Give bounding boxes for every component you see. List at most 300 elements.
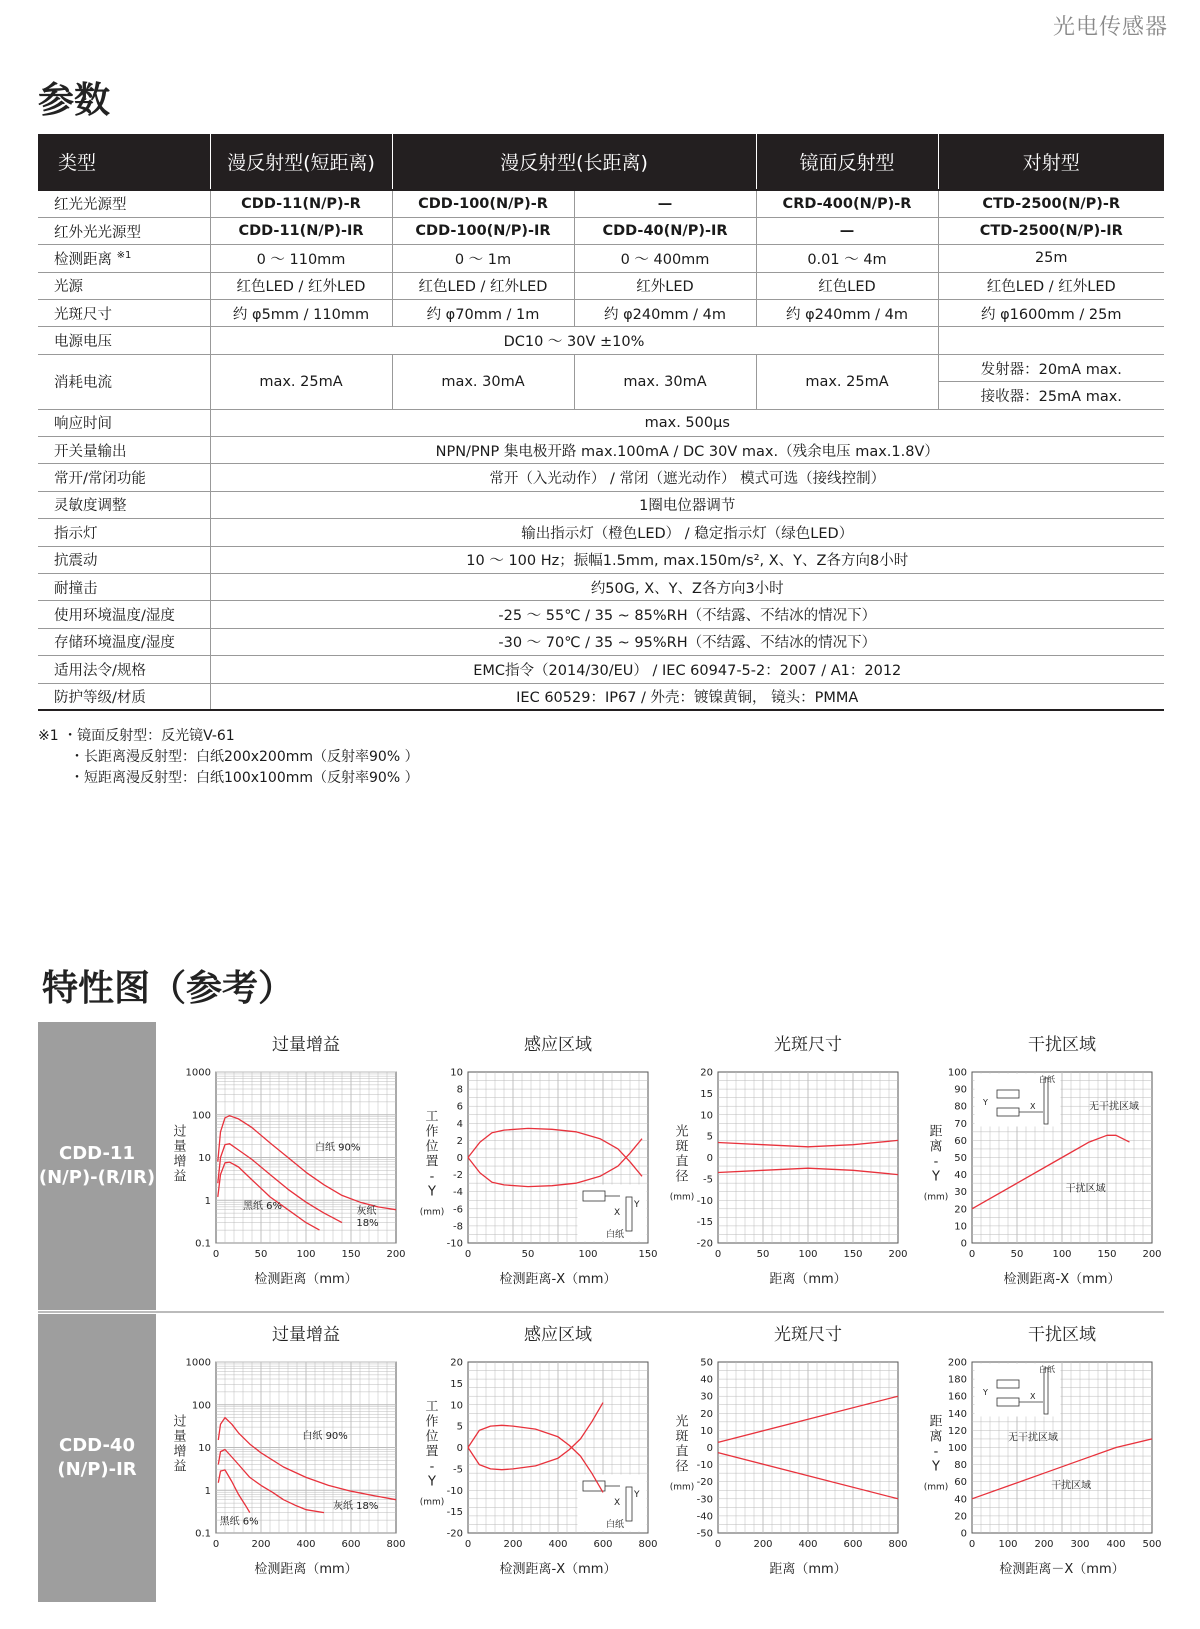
table-row <box>38 573 1164 600</box>
y-axis-label-char: 增 <box>173 1154 187 1170</box>
x-tick-label: 100 <box>296 1249 316 1260</box>
row-label: 光源 <box>38 272 210 299</box>
y-tick-label: 5 <box>456 1421 463 1433</box>
y-axis-label-char: 过 <box>173 1124 187 1140</box>
y-tick-label: 180 <box>947 1374 967 1386</box>
chart-title: 光斑尺寸 <box>774 1325 842 1345</box>
y-axis-label-char: 作 <box>425 1414 439 1430</box>
spec-table <box>38 134 1164 711</box>
chart-title: 感应区域 <box>524 1035 592 1055</box>
table-cell: max. 25mA <box>756 354 938 409</box>
parameters-title: 参数 <box>38 80 111 121</box>
table-cell: 常开（入光动作） / 常闭（遮光动作） 模式可选（接线控制） <box>210 464 1164 491</box>
y-tick-label: 80 <box>954 1101 967 1113</box>
table-row <box>38 245 1164 272</box>
x-tick-label: 0 <box>212 1539 220 1550</box>
y-axis-label <box>173 1124 186 1185</box>
row-label: 常开/常闭功能 <box>38 464 210 491</box>
y-tick-label: -20 <box>696 1477 713 1489</box>
row-separator <box>38 1311 1164 1313</box>
y-unit-label: (mm) <box>669 1192 695 1203</box>
x-tick-label: 0 <box>464 1249 472 1260</box>
y-axis-label-char: 离 <box>929 1429 943 1445</box>
table-cell: 输出指示灯（橙色LED） / 稳定指示灯（绿色LED） <box>210 519 1164 546</box>
y-tick-label: 6 <box>456 1101 463 1113</box>
y-axis-label-char: 置 <box>425 1154 439 1170</box>
y-tick-label: 60 <box>954 1135 967 1147</box>
table-cell: -25 ～ 55℃ / 35 ~ 85%RH（不结露、不结冰的情况下） <box>210 601 1164 628</box>
chart-svg <box>660 1320 910 1595</box>
characteristics-title: 特性图（参考） <box>42 968 295 1009</box>
y-tick-label: 50 <box>954 1153 967 1164</box>
y-axis-label-char: - <box>429 1459 435 1475</box>
table-cell: CDD-11(N/P)-R <box>210 190 392 217</box>
table-cell: 0 ～ 110mm <box>210 245 392 272</box>
y-tick-label: 15 <box>450 1378 463 1390</box>
chart-annotation: 干扰区域 <box>1051 1480 1092 1492</box>
table-cell: — <box>756 217 938 244</box>
x-axis-label: 检测距离-X（mm） <box>499 1272 617 1287</box>
x-tick-label: 0 <box>714 1539 722 1550</box>
diagram-label: X <box>614 1498 621 1508</box>
setup-diagram <box>578 1475 646 1531</box>
row-label: 开关量输出 <box>38 437 210 464</box>
row-label: 耐撞击 <box>38 573 210 600</box>
row-label-text: 检测距离 <box>54 251 112 268</box>
table-cell: max. 500μs <box>210 409 1164 436</box>
x-tick-label: 50 <box>756 1249 770 1260</box>
chart-svg <box>158 1320 408 1595</box>
chart-8 <box>914 1320 1164 1599</box>
y-tick-label: 10 <box>198 1153 211 1164</box>
chart-title: 感应区域 <box>524 1325 592 1345</box>
y-tick-label: 0.1 <box>195 1528 211 1540</box>
y-tick-label: 10 <box>450 1400 463 1412</box>
table-header-row <box>38 134 1164 190</box>
y-axis-label-char: 径 <box>675 1169 689 1185</box>
y-tick-label: 4 <box>456 1118 463 1130</box>
y-axis-label-char: 益 <box>173 1169 187 1185</box>
y-axis-label-char: 工 <box>425 1109 439 1125</box>
diagram-label: Y <box>983 1388 988 1397</box>
y-tick-label: 120 <box>947 1425 967 1437</box>
y-tick-label: -8 <box>453 1221 463 1233</box>
x-tick-label: 800 <box>888 1539 908 1550</box>
y-tick-label: 20 <box>954 1511 967 1523</box>
x-tick-label: 200 <box>753 1539 773 1550</box>
header-thru: 对射型 <box>938 134 1164 190</box>
x-tick-label: 300 <box>1070 1539 1090 1550</box>
y-tick-label: -30 <box>696 1494 713 1506</box>
x-tick-label: 0 <box>968 1539 976 1550</box>
y-tick-label: 5 <box>706 1131 713 1143</box>
y-tick-label: 1 <box>204 1485 211 1497</box>
y-axis-label-char: 距 <box>929 1414 943 1430</box>
x-tick-label: 0 <box>714 1249 722 1260</box>
chart-annotation: 灰纸 <box>356 1205 377 1217</box>
grid <box>718 1072 898 1243</box>
table-cell: 0.01 ～ 4m <box>756 245 938 272</box>
y-tick-label: 40 <box>954 1170 967 1182</box>
table-cell: 约 φ5mm / 110mm <box>210 300 392 327</box>
header-diffuse-short: 漫反射型(短距离) <box>210 134 392 190</box>
table-row <box>38 190 1164 217</box>
row-label <box>38 245 210 272</box>
y-tick-label: 20 <box>954 1204 967 1216</box>
target-icon <box>1044 1078 1048 1124</box>
y-tick-label: -10 <box>696 1195 713 1207</box>
y-unit-label: (mm) <box>669 1482 695 1493</box>
y-axis-label-char: 益 <box>173 1459 187 1475</box>
diagram-label: 白纸 <box>606 1230 625 1240</box>
y-axis-label-char: 位 <box>425 1429 439 1445</box>
x-tick-label: 800 <box>638 1539 658 1550</box>
table-cell <box>938 327 1164 354</box>
x-tick-label: 400 <box>1106 1539 1126 1550</box>
x-tick-label: 400 <box>798 1539 818 1550</box>
y-axis-label-char: 置 <box>425 1444 439 1460</box>
y-axis-label-char: 工 <box>425 1399 439 1415</box>
row-label: 防护等级/材质 <box>38 683 210 710</box>
x-tick-label: 0 <box>464 1539 472 1550</box>
y-unit-label: (mm) <box>419 1207 445 1218</box>
table-cell: DC10 ～ 30V ±10% <box>210 327 938 354</box>
x-tick-label: 600 <box>593 1539 613 1550</box>
table-cell: 红色LED / 红外LED <box>392 272 574 299</box>
x-tick-label: 200 <box>1142 1249 1162 1260</box>
y-axis-label <box>173 1414 186 1475</box>
y-tick-label: 2 <box>456 1135 463 1147</box>
y-axis-label-char: 位 <box>425 1139 439 1155</box>
table-row <box>38 409 1164 436</box>
diagram-label: 白纸 <box>606 1520 625 1530</box>
y-axis-label <box>425 1110 438 1200</box>
y-axis-label-char: Y <box>428 1474 436 1490</box>
y-unit-label: (mm) <box>419 1497 445 1508</box>
chart-annotation: 干扰区域 <box>1065 1183 1106 1195</box>
x-tick-label: 200 <box>503 1539 523 1550</box>
table-cell: max. 30mA <box>574 354 756 409</box>
chart-2 <box>410 1030 660 1309</box>
y-tick-label: -20 <box>446 1528 463 1540</box>
diagram-label: X <box>614 1208 621 1218</box>
diagram-label: X <box>1030 1102 1036 1111</box>
target-icon <box>1044 1368 1048 1414</box>
chart-annotation: 黑纸 6% <box>219 1516 259 1528</box>
y-axis-label <box>675 1414 688 1475</box>
table-cell: CDD-100(N/P)-IR <box>392 217 574 244</box>
table-cell: 0 ～ 1m <box>392 245 574 272</box>
y-axis-label-char: 直 <box>675 1154 689 1170</box>
y-tick-label: -15 <box>696 1217 713 1229</box>
chart-annotation: 无干扰区域 <box>1008 1432 1058 1444</box>
y-tick-label: 10 <box>954 1221 967 1233</box>
y-tick-label: 200 <box>947 1357 967 1369</box>
x-tick-label: 100 <box>998 1539 1018 1550</box>
y-tick-label: 140 <box>947 1408 967 1420</box>
x-tick-label: 600 <box>341 1539 361 1550</box>
y-tick-label: 0 <box>456 1443 463 1454</box>
header-type: 类型 <box>38 134 210 190</box>
model-line: (N/P)-(R/IR) <box>38 1167 156 1188</box>
x-tick-label: 200 <box>888 1249 908 1260</box>
chart-title: 过量增益 <box>272 1035 340 1055</box>
y-tick-label: 0 <box>456 1153 463 1164</box>
y-axis-label-char: Y <box>932 1459 940 1475</box>
y-tick-label: 10 <box>700 1425 713 1437</box>
model-line: (N/P)-IR <box>57 1459 137 1480</box>
y-tick-label: 30 <box>954 1187 967 1199</box>
y-tick-label: 0.1 <box>195 1238 211 1250</box>
y-tick-label: 60 <box>954 1477 967 1489</box>
row-label: 电源电压 <box>38 327 210 354</box>
table-cell: EMC指令（2014/30/EU） / IEC 60947-5-2：2007 / A1：2012 <box>210 656 1164 683</box>
table-row <box>38 354 1164 381</box>
x-axis-label: 距离（mm） <box>769 1562 847 1577</box>
y-tick-label: 0 <box>960 1528 967 1540</box>
table-cell: 1圈电位器调节 <box>210 491 1164 518</box>
diagram-label: 白纸 <box>1039 1075 1055 1084</box>
x-tick-label: 50 <box>521 1249 535 1260</box>
y-tick-label: 100 <box>947 1443 967 1454</box>
y-axis-label-char: 径 <box>675 1459 689 1475</box>
table-row <box>38 327 1164 354</box>
y-axis-label-char: 过 <box>173 1414 187 1430</box>
table-cell: CDD-11(N/P)-IR <box>210 217 392 244</box>
table-row <box>38 217 1164 244</box>
row-label: 响应时间 <box>38 409 210 436</box>
y-tick-label: 0 <box>706 1153 713 1164</box>
x-axis-label: 检测距离－X（mm） <box>999 1562 1125 1577</box>
diagram-label: X <box>1030 1392 1036 1401</box>
y-tick-label: -20 <box>696 1238 713 1250</box>
x-axis-label: 检测距离-X（mm） <box>499 1562 617 1577</box>
y-unit-label: (mm) <box>923 1482 949 1493</box>
sensor-icon <box>583 1191 605 1201</box>
x-tick-label: 200 <box>386 1249 406 1260</box>
y-tick-label: 40 <box>700 1374 713 1386</box>
chart-annotation: 白纸 90% <box>315 1142 361 1154</box>
table-cell: CDD-40(N/P)-IR <box>574 217 756 244</box>
chart-3 <box>660 1030 910 1309</box>
table-row <box>38 519 1164 546</box>
chart-svg <box>914 1320 1164 1595</box>
y-axis-label-char: 光 <box>675 1124 689 1140</box>
chart-annotation: 黑纸 6% <box>243 1200 283 1212</box>
table-cell: NPN/PNP 集电极开路 max.100mA / DC 30V max.（残余电压 max.1.8V） <box>210 437 1164 464</box>
table-cell: 红色LED / 红外LED <box>938 272 1164 299</box>
y-tick-label: -10 <box>446 1485 463 1497</box>
chart-6 <box>410 1320 660 1599</box>
x-axis-label: 检测距离-X（mm） <box>1003 1272 1121 1287</box>
x-tick-label: 200 <box>251 1539 271 1550</box>
x-tick-label: 100 <box>1052 1249 1072 1260</box>
chart-4 <box>914 1030 1164 1309</box>
y-axis-label-char: 增 <box>173 1444 187 1460</box>
row-label: 灵敏度调整 <box>38 491 210 518</box>
x-axis-label: 距离（mm） <box>769 1272 847 1287</box>
chart-title: 光斑尺寸 <box>774 1035 842 1055</box>
x-tick-label: 400 <box>548 1539 568 1550</box>
chart-annotation: 无干扰区域 <box>1089 1101 1139 1113</box>
category-label: 光电传感器 <box>1052 15 1168 40</box>
y-tick-label: 40 <box>954 1494 967 1506</box>
chart-svg <box>410 1030 660 1305</box>
y-axis-label-char: 离 <box>929 1139 943 1155</box>
x-tick-label: 200 <box>1034 1539 1054 1550</box>
footnote-1: ※1 ・镜面反射型：反光镜V-61 <box>38 728 235 744</box>
chart-svg <box>158 1030 408 1305</box>
y-tick-label: 90 <box>954 1084 967 1096</box>
chart-5 <box>158 1320 408 1599</box>
table-cell: CDD-100(N/P)-R <box>392 190 574 217</box>
table-row <box>38 628 1164 655</box>
setup-diagram <box>975 1364 1060 1416</box>
y-unit-label: (mm) <box>923 1192 949 1203</box>
y-axis-label <box>929 1415 942 1475</box>
y-tick-label: -10 <box>696 1460 713 1472</box>
table-cell: 发射器：20mA max. <box>938 354 1164 381</box>
footnote-ref: ※1 <box>116 250 132 262</box>
y-tick-label: -5 <box>453 1464 463 1476</box>
sensor-icon <box>997 1398 1019 1406</box>
x-tick-label: 100 <box>578 1249 598 1260</box>
x-axis-label: 检测距离（mm） <box>254 1562 358 1577</box>
y-axis-label-char: 斑 <box>675 1429 689 1445</box>
table-row <box>38 272 1164 299</box>
table-cell: 约 φ240mm / 4m <box>756 300 938 327</box>
x-tick-label: 800 <box>386 1539 406 1550</box>
row-label: 红光光源型 <box>38 190 210 217</box>
table-row <box>38 601 1164 628</box>
y-axis-label-char: - <box>933 1154 939 1170</box>
y-tick-label: 20 <box>450 1357 463 1369</box>
table-row <box>38 656 1164 683</box>
grid <box>718 1362 898 1533</box>
x-tick-label: 400 <box>296 1539 316 1550</box>
table-cell: 红外LED <box>574 272 756 299</box>
y-tick-label: 70 <box>954 1118 967 1130</box>
model-line: CDD-11 <box>59 1143 135 1164</box>
y-tick-label: 100 <box>191 1400 211 1412</box>
y-axis-label <box>425 1400 438 1490</box>
y-tick-label: -50 <box>696 1528 713 1540</box>
y-tick-label: 50 <box>700 1357 713 1369</box>
table-cell: — <box>574 190 756 217</box>
chart-1 <box>158 1030 408 1309</box>
table-row <box>38 437 1164 464</box>
diagram-label: 白纸 <box>1039 1365 1055 1374</box>
y-axis-label <box>929 1125 942 1185</box>
y-axis-label-char: 距 <box>929 1124 943 1140</box>
table-cell: 接收器：25mA max. <box>938 382 1164 409</box>
y-axis-label-char: 斑 <box>675 1139 689 1155</box>
table-cell: CRD-400(N/P)-R <box>756 190 938 217</box>
chart-annotation: 灰纸 18% <box>333 1501 379 1513</box>
row-label: 光斑尺寸 <box>38 300 210 327</box>
y-tick-label: -5 <box>703 1174 713 1186</box>
diagram-label: Y <box>983 1098 988 1107</box>
y-tick-label: 10 <box>450 1067 463 1079</box>
y-tick-label: 0 <box>706 1443 713 1454</box>
y-tick-label: 20 <box>700 1408 713 1420</box>
y-tick-label: 10 <box>700 1110 713 1122</box>
table-cell: max. 30mA <box>392 354 574 409</box>
row-label: 使用环境温度/湿度 <box>38 601 210 628</box>
chart-title: 干扰区域 <box>1028 1035 1096 1055</box>
chart-title: 干扰区域 <box>1028 1325 1096 1345</box>
table-cell: 约 φ70mm / 1m <box>392 300 574 327</box>
table-cell: max. 25mA <box>210 354 392 409</box>
x-tick-label: 50 <box>254 1249 268 1260</box>
x-tick-label: 100 <box>798 1249 818 1260</box>
y-tick-label: -10 <box>446 1238 463 1250</box>
chart-svg <box>410 1320 660 1595</box>
table-row <box>38 546 1164 573</box>
row-label: 存储环境温度/湿度 <box>38 628 210 655</box>
y-tick-label: 30 <box>700 1391 713 1403</box>
table-cell: 红色LED / 红外LED <box>210 272 392 299</box>
y-tick-label: 8 <box>456 1084 463 1096</box>
y-axis-label <box>675 1124 688 1185</box>
target-icon <box>626 1487 632 1521</box>
y-tick-label: -2 <box>453 1170 463 1182</box>
y-tick-label: -15 <box>446 1507 463 1519</box>
model-label-cdd40 <box>38 1314 156 1602</box>
table-row <box>38 300 1164 327</box>
header-diffuse-long: 漫反射型(长距离) <box>392 134 756 190</box>
diagram-label: Y <box>634 1200 640 1210</box>
x-tick-label: 150 <box>843 1249 863 1260</box>
chart-svg <box>914 1030 1164 1305</box>
y-tick-label: 100 <box>947 1067 967 1079</box>
table-cell: 约50G, X、Y、Z各方向3小时 <box>210 573 1164 600</box>
y-axis-label-char: Y <box>428 1184 436 1200</box>
y-tick-label: -4 <box>453 1187 463 1199</box>
chart-title: 过量增益 <box>272 1325 340 1345</box>
chart-svg <box>660 1030 910 1305</box>
table-cell: 0 ～ 400mm <box>574 245 756 272</box>
row-label: 指示灯 <box>38 519 210 546</box>
footnote-2: ・长距离漫反射型：白纸200x200mm（反射率90% ） <box>70 749 419 765</box>
table-cell: 10 ～ 100 Hz；振幅1.5mm, max.150m/s², X、Y、Z各方向8小时 <box>210 546 1164 573</box>
setup-diagram <box>578 1185 646 1241</box>
y-tick-label: 100 <box>191 1110 211 1122</box>
table-cell: 约 φ240mm / 4m <box>574 300 756 327</box>
y-axis-label-char: 量 <box>173 1429 187 1445</box>
y-axis-label-char: 光 <box>675 1414 689 1430</box>
table-cell: 红色LED <box>756 272 938 299</box>
table-cell: 约 φ1600mm / 25m <box>938 300 1164 327</box>
y-tick-label: 20 <box>700 1067 713 1079</box>
table-row <box>38 683 1164 710</box>
y-tick-label: -6 <box>453 1204 463 1216</box>
header-mirror: 镜面反射型 <box>756 134 938 190</box>
footnote-3: ・短距离漫反射型：白纸100x100mm（反射率90% ） <box>70 770 419 786</box>
table-cell: CTD-2500(N/P)-R <box>938 190 1164 217</box>
diagram-label: Y <box>634 1490 640 1500</box>
y-axis-label-char: Y <box>932 1169 940 1185</box>
y-tick-label: 10 <box>198 1443 211 1454</box>
y-axis-label-char: 直 <box>675 1444 689 1460</box>
sensor-icon <box>997 1108 1019 1116</box>
row-label: 抗震动 <box>38 546 210 573</box>
x-tick-label: 0 <box>968 1249 976 1260</box>
x-tick-label: 500 <box>1142 1539 1162 1550</box>
row-label: 红外光光源型 <box>38 217 210 244</box>
model-line: CDD-40 <box>59 1435 135 1456</box>
row-label: 消耗电流 <box>38 354 210 409</box>
